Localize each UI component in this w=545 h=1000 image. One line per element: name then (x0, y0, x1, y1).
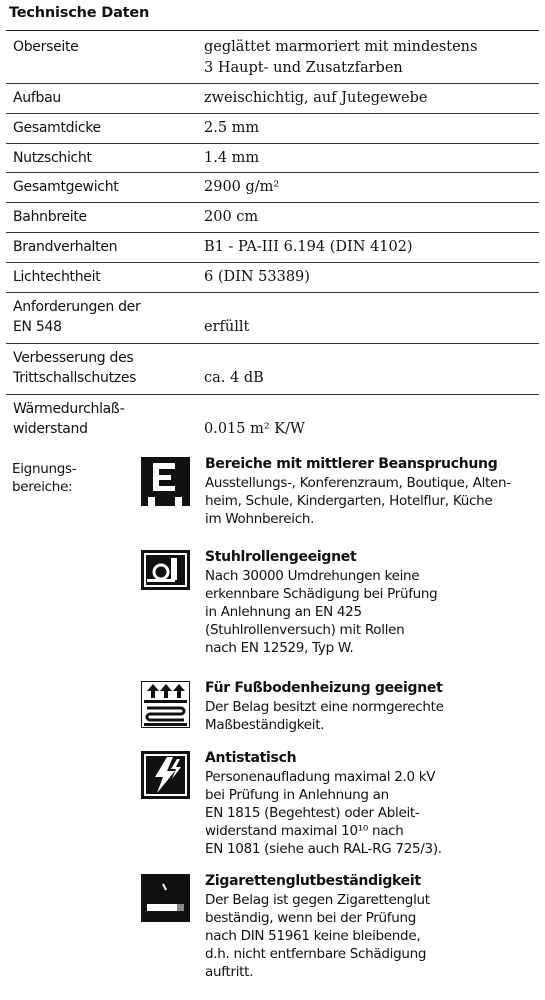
row-key: Anforderungen der EN 548 (13, 299, 141, 335)
row-value: 0.015 m² K/W (204, 421, 305, 437)
item-heading: Stuhlrollengeeignet (205, 549, 357, 565)
row-value: zweischichtig, auf Jutegewebe (204, 90, 428, 106)
table-row (6, 144, 539, 173)
row-key: Gesamtdicke (13, 120, 101, 136)
technical-data-table (6, 30, 539, 442)
row-key: Gesamtgewicht (13, 179, 119, 195)
item-heading: Für Fußbodenheizung geeignet (205, 680, 443, 696)
row-value: 200 cm (204, 209, 259, 225)
row-value: erfüllt (204, 319, 250, 335)
row-key: Wärmedurchlaß- widerstand (13, 401, 125, 437)
row-key: Bahnbreite (13, 209, 87, 225)
row-key: Aufbau (13, 90, 61, 106)
row-key: Brandverhalten (13, 239, 118, 255)
row-key: Oberseite (13, 39, 79, 55)
table-row (6, 233, 539, 263)
item-text (205, 679, 545, 734)
item-body: Nach 30000 Umdrehungen keine erkennbare Schädigung bei Prüfung in Anlehnung an EN 425 (Stuhlrollenversuch) mit Rollen nach EN 12529, Typ W. (205, 568, 438, 656)
item-body: Ausstellungs-, Konferenzraum, Boutique, Alten- heim, Schule, Kindergarten, Hotelflur, Küche im Wohnbereich. (205, 475, 511, 527)
usage-class-E-icon (141, 457, 190, 510)
item-body: Personenaufladung maximal 2.0 kV bei Prüfung in Anlehnung an EN 1815 (Begehtest) oder Ableit- widerstand maximal 10¹⁰ nach EN 1081 (siehe auch RAL-RG 725/3). (205, 769, 442, 857)
table-row (6, 344, 539, 395)
item-heading: Bereiche mit mittlerer Beanspruchung (205, 456, 498, 472)
table-row (6, 31, 539, 84)
item-heading: Antistatisch (205, 750, 297, 766)
item-body: Der Belag besitzt eine normgerechte Maßbeständigkeit. (205, 699, 444, 733)
row-value: ca. 4 dB (204, 370, 264, 386)
item-body: Der Belag ist gegen Zigarettenglut beständig, wenn bei der Prüfung nach DIN 51961 keine bleibende, d.h. nicht entfernbare Schädigung auftritt. (205, 892, 430, 980)
table-row (6, 84, 539, 114)
row-value: 6 (DIN 53389) (204, 269, 310, 285)
table-row (6, 114, 539, 144)
castor-chair-icon (141, 550, 190, 594)
item-text (205, 455, 545, 528)
item-text (205, 749, 545, 858)
row-value: B1 - PA-III 6.194 (DIN 4102) (204, 239, 413, 255)
table-row (6, 203, 539, 233)
cigarette-burn-icon (141, 874, 190, 926)
item-text (205, 872, 545, 981)
table-row (6, 395, 539, 442)
table-row (6, 173, 539, 203)
item-text (205, 548, 545, 657)
floor-heating-icon (141, 681, 190, 732)
table-row (6, 293, 539, 344)
page-title: Technische Daten (9, 5, 150, 21)
row-key: Verbesserung des Trittschallschutzes (13, 350, 137, 386)
row-value: geglättet marmoriert mit mindestens 3 Haupt- und Zusatzfarben (204, 39, 478, 76)
item-heading: Zigarettenglutbeständigkeit (205, 873, 421, 889)
table-row (6, 263, 539, 293)
row-value: 2900 g/m² (204, 179, 280, 195)
row-value: 2.5 mm (204, 120, 260, 136)
row-value: 1.4 mm (204, 150, 260, 166)
row-key: Nutzschicht (13, 150, 92, 166)
row-key: Lichtechtheit (13, 269, 101, 285)
antistatic-icon (141, 751, 190, 803)
suitability-label: Eignungs- bereiche: (12, 461, 77, 495)
